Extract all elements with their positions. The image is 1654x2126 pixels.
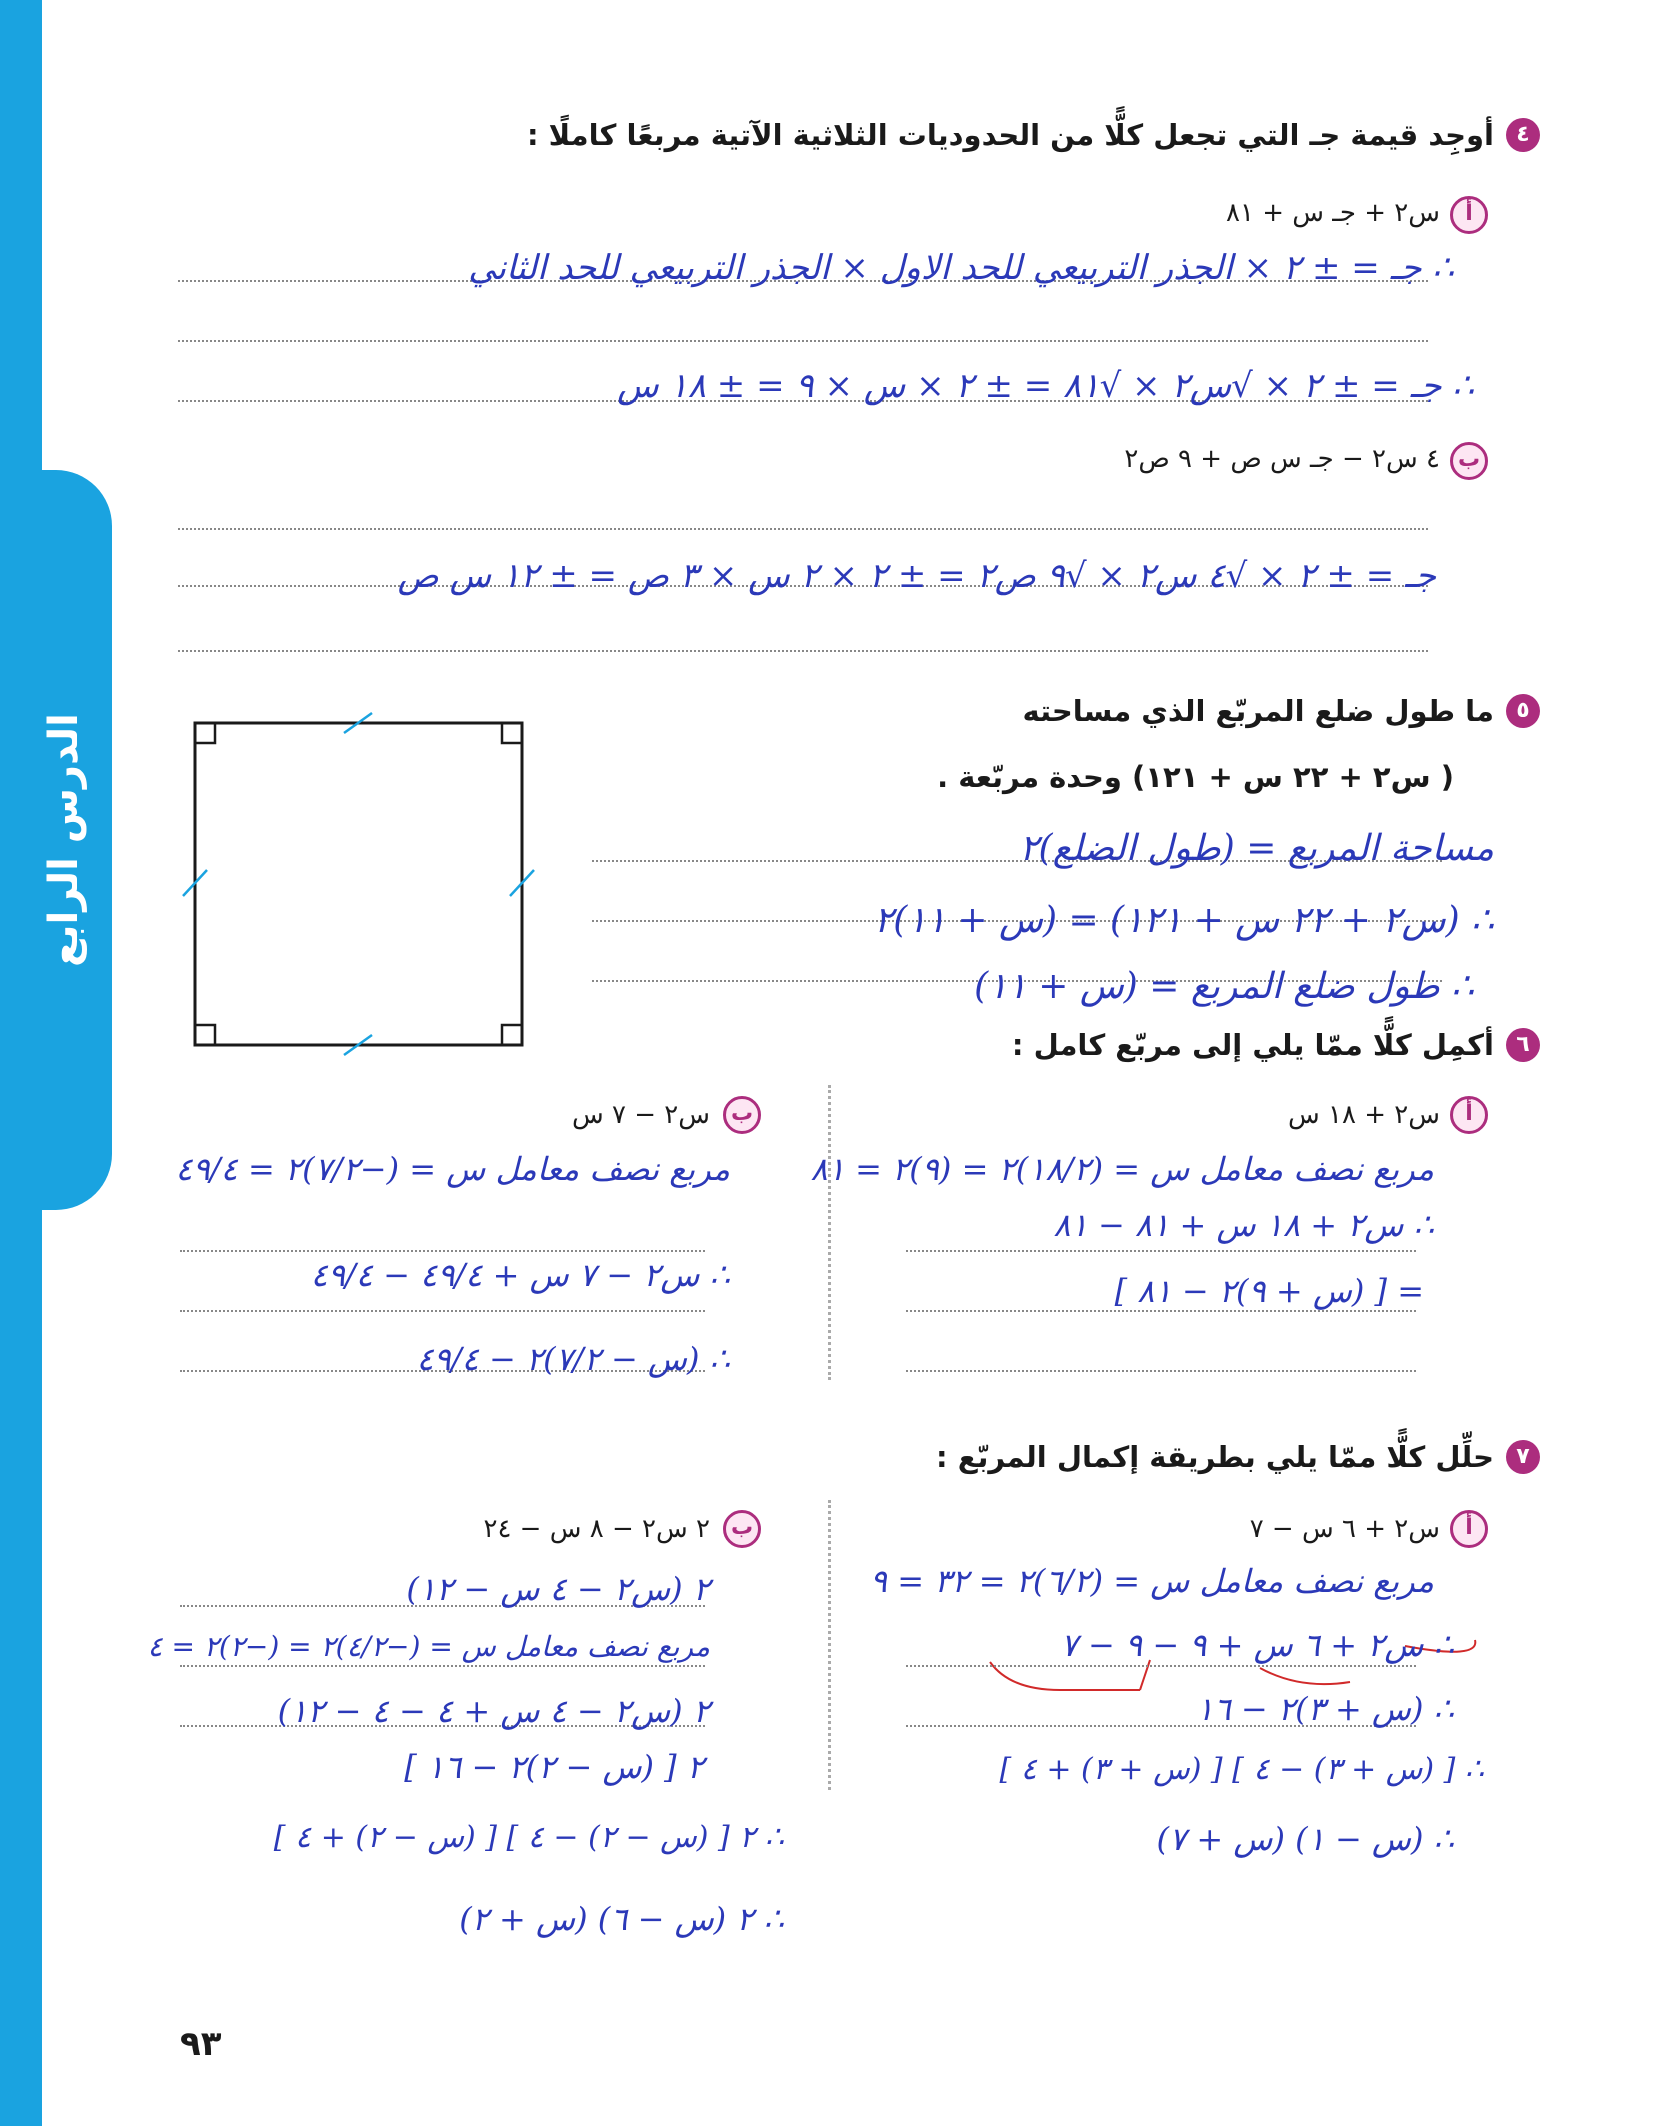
q5-line-2: ( س٢ + ٢٢ س + ١٢١) وحدة مربّعة . — [937, 760, 1454, 794]
q7a-work-line-1: مربع نصف معامل س = (٦/٢)٢ = ٣٢ = ٩ — [869, 1562, 1434, 1600]
lesson-side-tab-label: الدرس الرابع — [41, 713, 87, 967]
q4a-work-line-2: ∴ جـ = ± ٢ × √س٢ × √٨١ = ± ٢ × س × ٩ = ± ١٨ س — [617, 366, 1474, 406]
q4b-label-badge: ب — [1450, 442, 1488, 480]
q7-title: حلِّل كلًّا ممّا يلي بطريقة إكمال المربّع : — [936, 1440, 1494, 1474]
q4-number-badge: ٤ — [1506, 118, 1540, 152]
q6b-work-line-3: ∴ (س − ٧/٢)٢ − ٤٩/٤ — [416, 1340, 730, 1378]
q4b-expression: ٤ س٢ − جـ س ص + ٩ ص٢ — [1124, 444, 1440, 474]
q5-work-line-3: ∴ طول ضلع المربع = (س + ١١) — [974, 966, 1474, 1007]
q7a-work-line-4: ∴ [ (س + ٣) − ٤ ] [ (س + ٣) + ٤ ] — [999, 1752, 1484, 1787]
answer-line — [906, 1665, 1416, 1667]
q4a-label-badge: أ — [1450, 196, 1488, 234]
q7a-expression: س٢ + ٦ س − ٧ — [1249, 1514, 1440, 1544]
answer-line — [180, 1310, 705, 1312]
answer-line — [178, 650, 1428, 652]
q6b-expression: س٢ − ٧ س — [571, 1100, 710, 1130]
answer-line — [906, 1250, 1416, 1252]
q6a-label-badge: أ — [1450, 1096, 1488, 1134]
q4-title: أوجِد قيمة جـ التي تجعل كلًّا من الحدوديات الثلاثية الآتية مربعًا كاملًا : — [526, 118, 1494, 152]
column-divider — [828, 1500, 831, 1790]
page-number: ٩٣ — [180, 2024, 222, 2064]
q7b-work-line-5: ∴ ٢ [ (س − ٢) − ٤ ] [ (س − ٢) + ٤ ] — [273, 1820, 784, 1855]
q7b-work-line-2: مربع نصف معامل س = (−٤/٢)٢ = (−٢)٢ = ٤ — [147, 1630, 710, 1663]
column-divider — [828, 1085, 831, 1380]
equal-side-ticks — [183, 713, 534, 1055]
q7b-work-line-3: ٢ (س٢ − ٤ س + ٤ − ٤ − ١٢) — [277, 1692, 710, 1730]
q6a-expression: س٢ + ١٨ س — [1288, 1100, 1440, 1130]
q6b-work-line-1: مربع نصف معامل س = (−٧/٢)٢ = ٤٩/٤ — [175, 1150, 730, 1188]
q5-title: ما طول ضلع المربّع الذي مساحته — [1022, 694, 1494, 728]
answer-line — [906, 1370, 1416, 1372]
q7b-work-line-4: ٢ [ (س − ٢)٢ − ١٦ ] — [404, 1748, 704, 1786]
q7a-work-line-2: ∴ س٢ + ٦ س + ٩ − ٩ − ٧ — [1060, 1626, 1454, 1664]
answer-line — [180, 1250, 705, 1252]
q5-work-line-1: مساحة المربع = (طول الضلع)٢ — [1019, 828, 1494, 869]
q7b-work-line-6: ∴ ٢ (س − ٦) (س + ٢) — [459, 1900, 784, 1938]
answer-line — [906, 1310, 1416, 1312]
q5-number-badge: ٥ — [1506, 694, 1540, 728]
q7b-expression: ٢ س٢ − ٨ س − ٢٤ — [483, 1514, 710, 1544]
q6-title: أكمِل كلًّا ممّا يلي إلى مربّع كامل : — [1011, 1028, 1494, 1062]
q6a-work-line-2: ∴ س٢ + ١٨ س + ٨١ − ٨١ — [1053, 1206, 1434, 1244]
answer-line — [178, 528, 1428, 530]
q7a-work-line-3: ∴ (س + ٣)٢ − ١٦ — [1196, 1690, 1454, 1728]
q4a-expression: س٢ + جـ س + ٨١ — [1226, 198, 1440, 228]
q7b-label-badge: ب — [723, 1510, 761, 1548]
q6b-label-badge: ب — [723, 1096, 761, 1134]
q7a-work-line-5: ∴ (س − ١) (س + ٧) — [1156, 1820, 1454, 1858]
q5-work-line-2: ∴ (س٢ + ٢٢ س + ١٢١) = (س + ١١)٢ — [873, 900, 1494, 941]
q7b-work-line-1: ٢ (س٢ − ٤ س − ١٢) — [406, 1570, 710, 1608]
q4a-work-line-1: ∴ جـ = ± ٢ × الجذر التربيعي للحد الاول × الجذر التربيعي للحد الثاني — [468, 248, 1454, 288]
right-angle-marks — [195, 723, 522, 1045]
q6a-work-line-3: = [ (س + ٩)٢ − ٨١ ] — [1114, 1272, 1424, 1310]
answer-line — [180, 1665, 705, 1667]
q6a-work-line-1: مربع نصف معامل س = (١٨/٢)٢ = (٩)٢ = ٨١ — [810, 1150, 1434, 1188]
answer-line — [178, 340, 1428, 342]
q7-number-badge: ٧ — [1506, 1440, 1540, 1474]
q4b-work-line-1: جـ = ± ٢ × √٤ س٢ × √٩ ص٢ = ± ٢ × ٢ س × ٣ ص = ± ١٢ س ص — [397, 556, 1436, 596]
q6b-work-line-2: ∴ س٢ − ٧ س + ٤٩/٤ − ٤٩/٤ — [310, 1256, 730, 1294]
square-figure — [195, 723, 522, 1045]
q7a-label-badge: أ — [1450, 1510, 1488, 1548]
q6-number-badge: ٦ — [1506, 1028, 1540, 1062]
